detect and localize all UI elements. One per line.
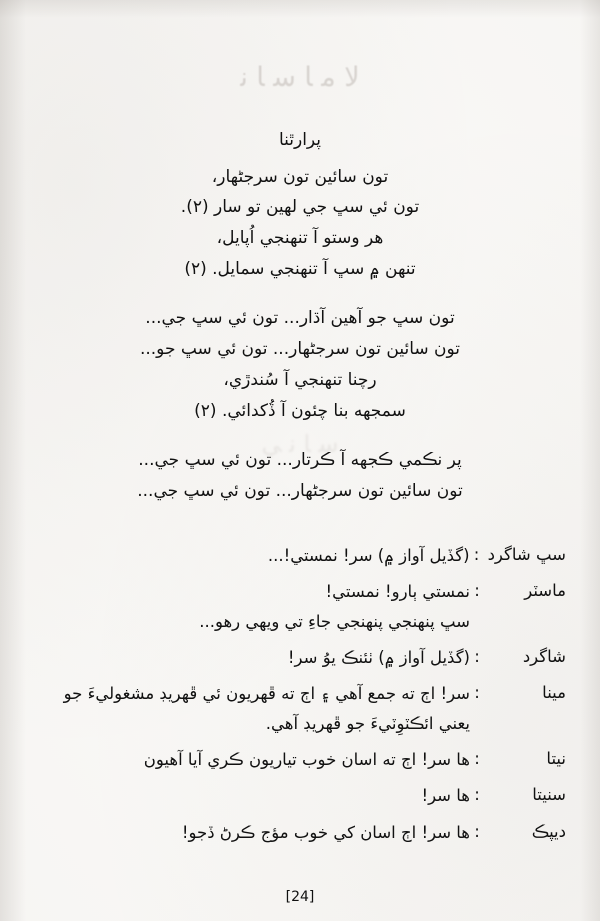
dialogue-row	[34, 643, 566, 672]
dialogue-row	[34, 781, 566, 810]
dialogue-speaker: نيتا	[546, 749, 566, 769]
dialogue-line: ها سر!	[421, 786, 470, 806]
dialogue-text	[34, 577, 470, 636]
dialogue-line: يعني ائڪٽوِٽيءَ جو ڦهريڊ آهي.	[265, 713, 470, 733]
dialogue-row	[34, 679, 566, 738]
dialogue-line: (گڏيل آواز ۾) سر! نمستي!...	[267, 545, 470, 565]
dialogue-row	[34, 745, 566, 774]
poem-line: رچنا تنهنجي آ سُندڙي،	[223, 370, 377, 391]
poem-stanza-2	[34, 303, 566, 427]
dialogue-text	[34, 781, 470, 810]
page-number: [24]	[285, 889, 315, 905]
dialogue-line: سڀ پنهنجي پنهنجي جاءِ تي ويهي رهو...	[199, 611, 470, 631]
dialogue-speaker: مينا	[542, 683, 566, 703]
dialogue-text	[34, 679, 470, 738]
dialogue-speaker: ماسٽر	[524, 581, 566, 601]
poem-line: تون سائين تون سرجڻهار،	[211, 166, 389, 187]
dialogue-line: نمستي ٻارو! نمستي!	[325, 582, 470, 602]
dialogue-colon: :	[474, 785, 480, 805]
bleed-through-text-middle: ﺳ ﺎ ﻧ ﻲ	[261, 430, 339, 458]
poem-line: تون سائين تون سرجڻهار... تون ئي سڀ جو...	[139, 339, 461, 360]
dialogue-line: ها سر! اڄ ته اسان خوب تياريون ڪري آيا آهيون	[143, 750, 470, 770]
dialogue-line: سر! اڄ ته جمع آهي ۽ اڄ ته ڦهريون ئي ڦهريڊ مشغوليءَ جو	[63, 684, 470, 704]
dialogue-text	[34, 643, 470, 672]
dialogue-colon: :	[474, 749, 480, 769]
poem-title: پرارٿنا	[278, 130, 322, 150]
dialogue-row	[34, 577, 566, 636]
poem-line: سمجهه بنا چئون آ ڏُکدائي. (٢)	[194, 401, 406, 422]
dialogue-speaker: شاگرد	[522, 646, 566, 666]
poem-line: تنهن ۾ سڀ آ تنهنجي سمايل. (٢)	[184, 259, 416, 280]
dialogue-colon: :	[474, 646, 480, 666]
poem-line: تون سڀ جو آهين آڌار... تون ئي سڀ جي...	[145, 308, 455, 329]
dialogue-text	[34, 745, 470, 774]
dialogue-row	[34, 541, 566, 570]
dialogue-colon: :	[474, 683, 480, 703]
dialogue-line: ها سر! اڄ اسان کي خوب مؤج ڪرڻ ڏجو!	[181, 822, 470, 842]
poem-stanza-1	[34, 162, 566, 286]
dialogue-speaker: ديپڪ	[531, 821, 566, 841]
dialogue-text	[34, 818, 470, 847]
dialogue-row	[34, 818, 566, 847]
dialogue-speaker: سڀ شاگرد	[487, 544, 566, 564]
dialogue-speaker: سنيتا	[532, 785, 566, 805]
bleed-through-text-top: ﻻ ﻣ ﺎ ﺳ ﺎ ﻧ	[240, 62, 360, 93]
dialogue-colon: :	[474, 821, 480, 841]
dialogue-colon: :	[473, 544, 480, 564]
dialogue-colon: :	[474, 581, 480, 601]
poem-line: هر وستو آ تنهنجي اُپايل،	[216, 228, 384, 249]
dialogue-section	[34, 541, 566, 847]
poem-line: تون ئي سڀ جي لهين تو سار (٢).	[180, 197, 420, 218]
dialogue-text	[34, 541, 470, 570]
poem-line: پر نڪمي ڪجهه آ ڪرتار... تون ئي سڀ جي...	[138, 450, 462, 470]
poem-stanza-3	[34, 445, 566, 507]
poem-line: تون سائين تون سرجڻهار... تون ئي سڀ جي...	[137, 480, 463, 501]
dialogue-line: (گڏيل آواز ۾) ٺئنڪ يوُ سر!	[287, 647, 470, 667]
